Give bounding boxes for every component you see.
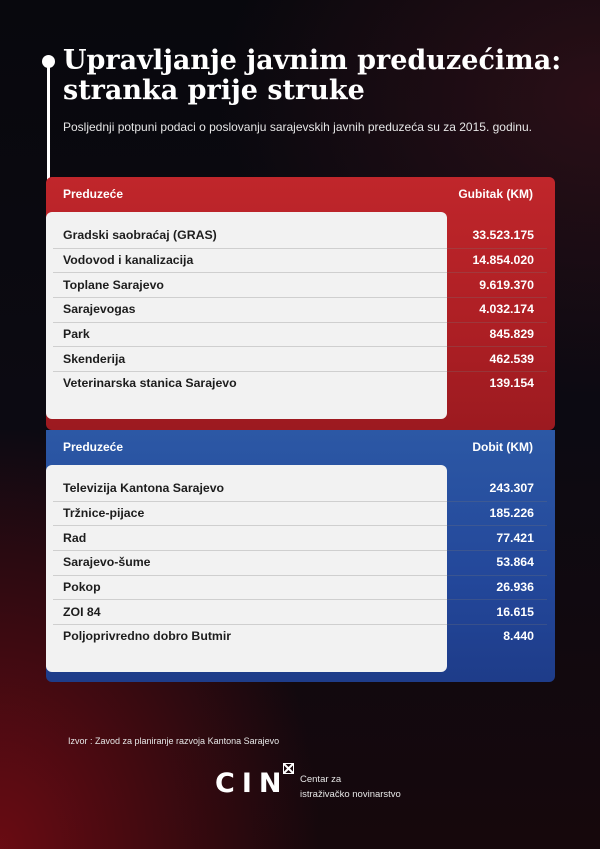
- page-title: [63, 46, 583, 106]
- loss-value: 4.032.174: [479, 302, 534, 317]
- company-name: Tržnice-pijace: [63, 506, 145, 521]
- org-name-line-1: Centar za: [300, 774, 342, 785]
- profit-value: 8.440: [503, 629, 534, 644]
- company-name: Skenderija: [63, 351, 126, 366]
- losses-table: [46, 223, 555, 396]
- company-name: ZOI 84: [63, 604, 101, 619]
- org-name: [300, 772, 401, 802]
- table-row: [46, 371, 555, 396]
- table-row: [46, 297, 555, 322]
- source-note: Izvor : Zavod za planiranje razvoja Kantona Sarajevo: [68, 736, 280, 746]
- loss-value: 14.854.020: [472, 253, 534, 268]
- company-name: Vodovod i kanalizacija: [63, 253, 194, 268]
- company-name: Veterinarska stanica Sarajevo: [63, 376, 237, 391]
- losses-header: [63, 187, 533, 205]
- company-name: Park: [63, 327, 90, 342]
- profits-panel: [46, 430, 555, 682]
- timeline-dot: [42, 55, 55, 68]
- company-name: Televizija Kantona Sarajevo: [63, 481, 225, 496]
- losses-col-name: Preduzeće: [63, 187, 124, 201]
- table-row: [46, 575, 555, 600]
- loss-value: 9.619.370: [479, 277, 534, 292]
- table-row: [46, 550, 555, 575]
- page-subtitle: Posljednji potpuni podaci o poslovanju sarajevskih javnih preduzeća su za 2015. godinu.: [63, 120, 532, 134]
- timeline-line: [47, 58, 50, 180]
- profit-value: 185.226: [489, 506, 534, 521]
- profits-col-name: Preduzeće: [63, 440, 124, 454]
- company-name: Pokop: [63, 580, 101, 595]
- table-row: [46, 272, 555, 297]
- table-row: [46, 599, 555, 624]
- table-row: [46, 525, 555, 550]
- title-line-2: stranka prije struke: [63, 75, 365, 106]
- cin-logo: CIN: [215, 768, 289, 799]
- profits-header: [63, 440, 533, 458]
- profit-value: 243.307: [489, 481, 534, 496]
- company-name: Sarajevo-šume: [63, 555, 151, 570]
- table-row: [46, 501, 555, 526]
- cross-mark-icon: [283, 763, 294, 774]
- table-row: [46, 624, 555, 649]
- table-row: [46, 476, 555, 501]
- losses-col-value: Gubitak (KM): [458, 187, 533, 201]
- loss-value: 845.829: [489, 327, 534, 342]
- company-name: Poljoprivredno dobro Butmir: [63, 629, 232, 644]
- profits-table: [46, 476, 555, 649]
- company-name: Toplane Sarajevo: [63, 277, 164, 292]
- profits-col-value: Dobit (KM): [472, 440, 533, 454]
- profit-value: 53.864: [496, 555, 534, 570]
- table-row: [46, 346, 555, 371]
- table-row: [46, 223, 555, 248]
- table-row: [46, 322, 555, 347]
- company-name: Gradski saobraćaj (GRAS): [63, 228, 217, 243]
- profit-value: 26.936: [496, 580, 534, 595]
- loss-value: 462.539: [489, 351, 534, 366]
- company-name: Rad: [63, 530, 87, 545]
- table-row: [46, 248, 555, 273]
- title-line-1: Upravljanje javnim preduzećima:: [63, 45, 562, 76]
- losses-panel: [46, 177, 555, 430]
- loss-value: 139.154: [489, 376, 534, 391]
- company-name: Sarajevogas: [63, 302, 136, 317]
- profit-value: 77.421: [496, 530, 534, 545]
- loss-value: 33.523.175: [472, 228, 534, 243]
- profit-value: 16.615: [496, 604, 534, 619]
- org-name-line-2: istraživačko novinarstvo: [300, 789, 401, 800]
